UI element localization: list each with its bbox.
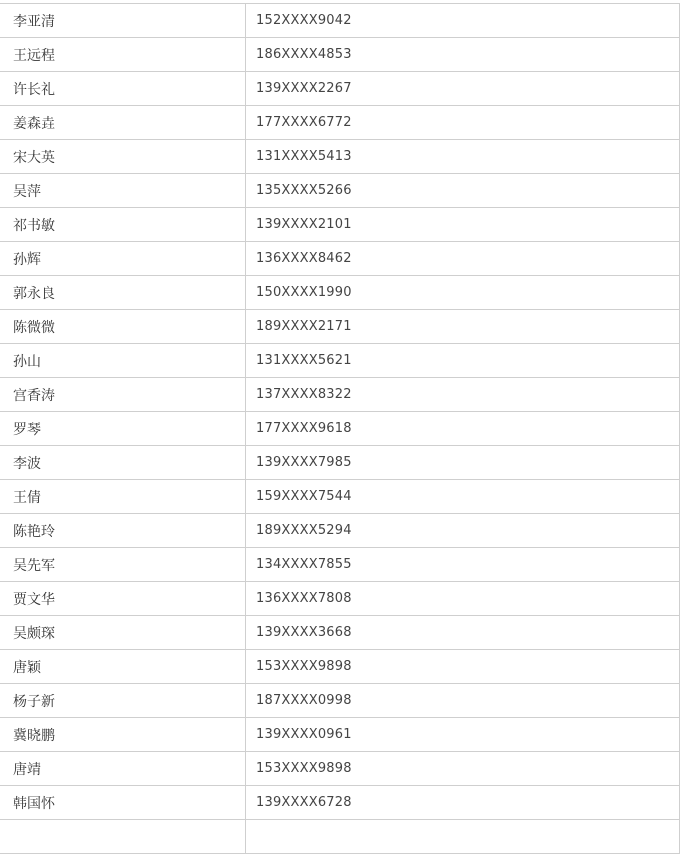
table-row bbox=[0, 514, 680, 548]
contact-phone-cell: 139XXXX2101 bbox=[246, 208, 680, 242]
table-row bbox=[0, 344, 680, 378]
table-row bbox=[0, 582, 680, 616]
contact-name-cell: 李亚清 bbox=[0, 4, 246, 38]
contact-phone-cell: 139XXXX2267 bbox=[246, 72, 680, 106]
contact-name-cell: 唐靖 bbox=[0, 752, 246, 786]
table-row bbox=[0, 616, 680, 650]
contact-phone-cell: 131XXXX5413 bbox=[246, 140, 680, 174]
table-row bbox=[0, 106, 680, 140]
contact-phone-cell: 137XXXX8322 bbox=[246, 378, 680, 412]
table-row bbox=[0, 4, 680, 38]
contact-phone-cell: 131XXXX5621 bbox=[246, 344, 680, 378]
contact-name-cell: 王远程 bbox=[0, 38, 246, 72]
contact-name-cell bbox=[0, 820, 246, 854]
table-row bbox=[0, 378, 680, 412]
contact-name-cell: 吴先军 bbox=[0, 548, 246, 582]
contact-name-cell: 姜森垚 bbox=[0, 106, 246, 140]
contacts-table bbox=[0, 3, 680, 854]
contact-phone-cell: 150XXXX1990 bbox=[246, 276, 680, 310]
contact-name-cell: 郭永良 bbox=[0, 276, 246, 310]
contact-phone-cell: 139XXXX7985 bbox=[246, 446, 680, 480]
contact-name-cell: 罗琴 bbox=[0, 412, 246, 446]
contact-phone-cell: 152XXXX9042 bbox=[246, 4, 680, 38]
contact-phone-cell: 139XXXX3668 bbox=[246, 616, 680, 650]
contact-name-cell: 陈微微 bbox=[0, 310, 246, 344]
contact-phone-cell: 139XXXX6728 bbox=[246, 786, 680, 820]
table-row bbox=[0, 786, 680, 820]
contact-name-cell: 韩国怀 bbox=[0, 786, 246, 820]
contact-phone-cell: 186XXXX4853 bbox=[246, 38, 680, 72]
contact-name-cell: 祁书敏 bbox=[0, 208, 246, 242]
contact-name-cell: 宫香涛 bbox=[0, 378, 246, 412]
table-row bbox=[0, 548, 680, 582]
contact-phone-cell: 189XXXX5294 bbox=[246, 514, 680, 548]
contact-phone-cell: 189XXXX2171 bbox=[246, 310, 680, 344]
contact-phone-cell: 159XXXX7544 bbox=[246, 480, 680, 514]
contact-name-cell: 孙山 bbox=[0, 344, 246, 378]
contacts-table-body bbox=[0, 4, 680, 854]
contact-name-cell: 李波 bbox=[0, 446, 246, 480]
contact-name-cell: 吴颇琛 bbox=[0, 616, 246, 650]
contact-phone-cell: 153XXXX9898 bbox=[246, 752, 680, 786]
contact-phone-cell: 177XXXX9618 bbox=[246, 412, 680, 446]
contact-phone-cell: 187XXXX0998 bbox=[246, 684, 680, 718]
table-row bbox=[0, 174, 680, 208]
contact-phone-cell: 177XXXX6772 bbox=[246, 106, 680, 140]
contact-name-cell: 贾文华 bbox=[0, 582, 246, 616]
table-row bbox=[0, 820, 680, 854]
contact-name-cell: 冀晓鹏 bbox=[0, 718, 246, 752]
contact-name-cell: 陈艳玲 bbox=[0, 514, 246, 548]
contact-phone-cell: 139XXXX0961 bbox=[246, 718, 680, 752]
contact-phone-cell: 134XXXX7855 bbox=[246, 548, 680, 582]
contact-name-cell: 王倩 bbox=[0, 480, 246, 514]
contact-name-cell: 唐颖 bbox=[0, 650, 246, 684]
contact-name-cell: 孙辉 bbox=[0, 242, 246, 276]
table-row bbox=[0, 752, 680, 786]
table-row bbox=[0, 446, 680, 480]
contact-name-cell: 吴萍 bbox=[0, 174, 246, 208]
table-row bbox=[0, 718, 680, 752]
table-row bbox=[0, 684, 680, 718]
contact-phone-cell: 136XXXX7808 bbox=[246, 582, 680, 616]
table-row bbox=[0, 650, 680, 684]
contact-phone-cell: 153XXXX9898 bbox=[246, 650, 680, 684]
table-row bbox=[0, 72, 680, 106]
table-row bbox=[0, 208, 680, 242]
table-row bbox=[0, 140, 680, 174]
contact-name-cell: 许长礼 bbox=[0, 72, 246, 106]
table-row bbox=[0, 310, 680, 344]
contact-name-cell: 宋大英 bbox=[0, 140, 246, 174]
contact-phone-cell: 136XXXX8462 bbox=[246, 242, 680, 276]
table-row bbox=[0, 276, 680, 310]
table-row bbox=[0, 38, 680, 72]
contact-name-cell: 杨子新 bbox=[0, 684, 246, 718]
table-row bbox=[0, 242, 680, 276]
table-row bbox=[0, 412, 680, 446]
contact-phone-cell: 135XXXX5266 bbox=[246, 174, 680, 208]
contact-phone-cell bbox=[246, 820, 680, 854]
table-row bbox=[0, 480, 680, 514]
